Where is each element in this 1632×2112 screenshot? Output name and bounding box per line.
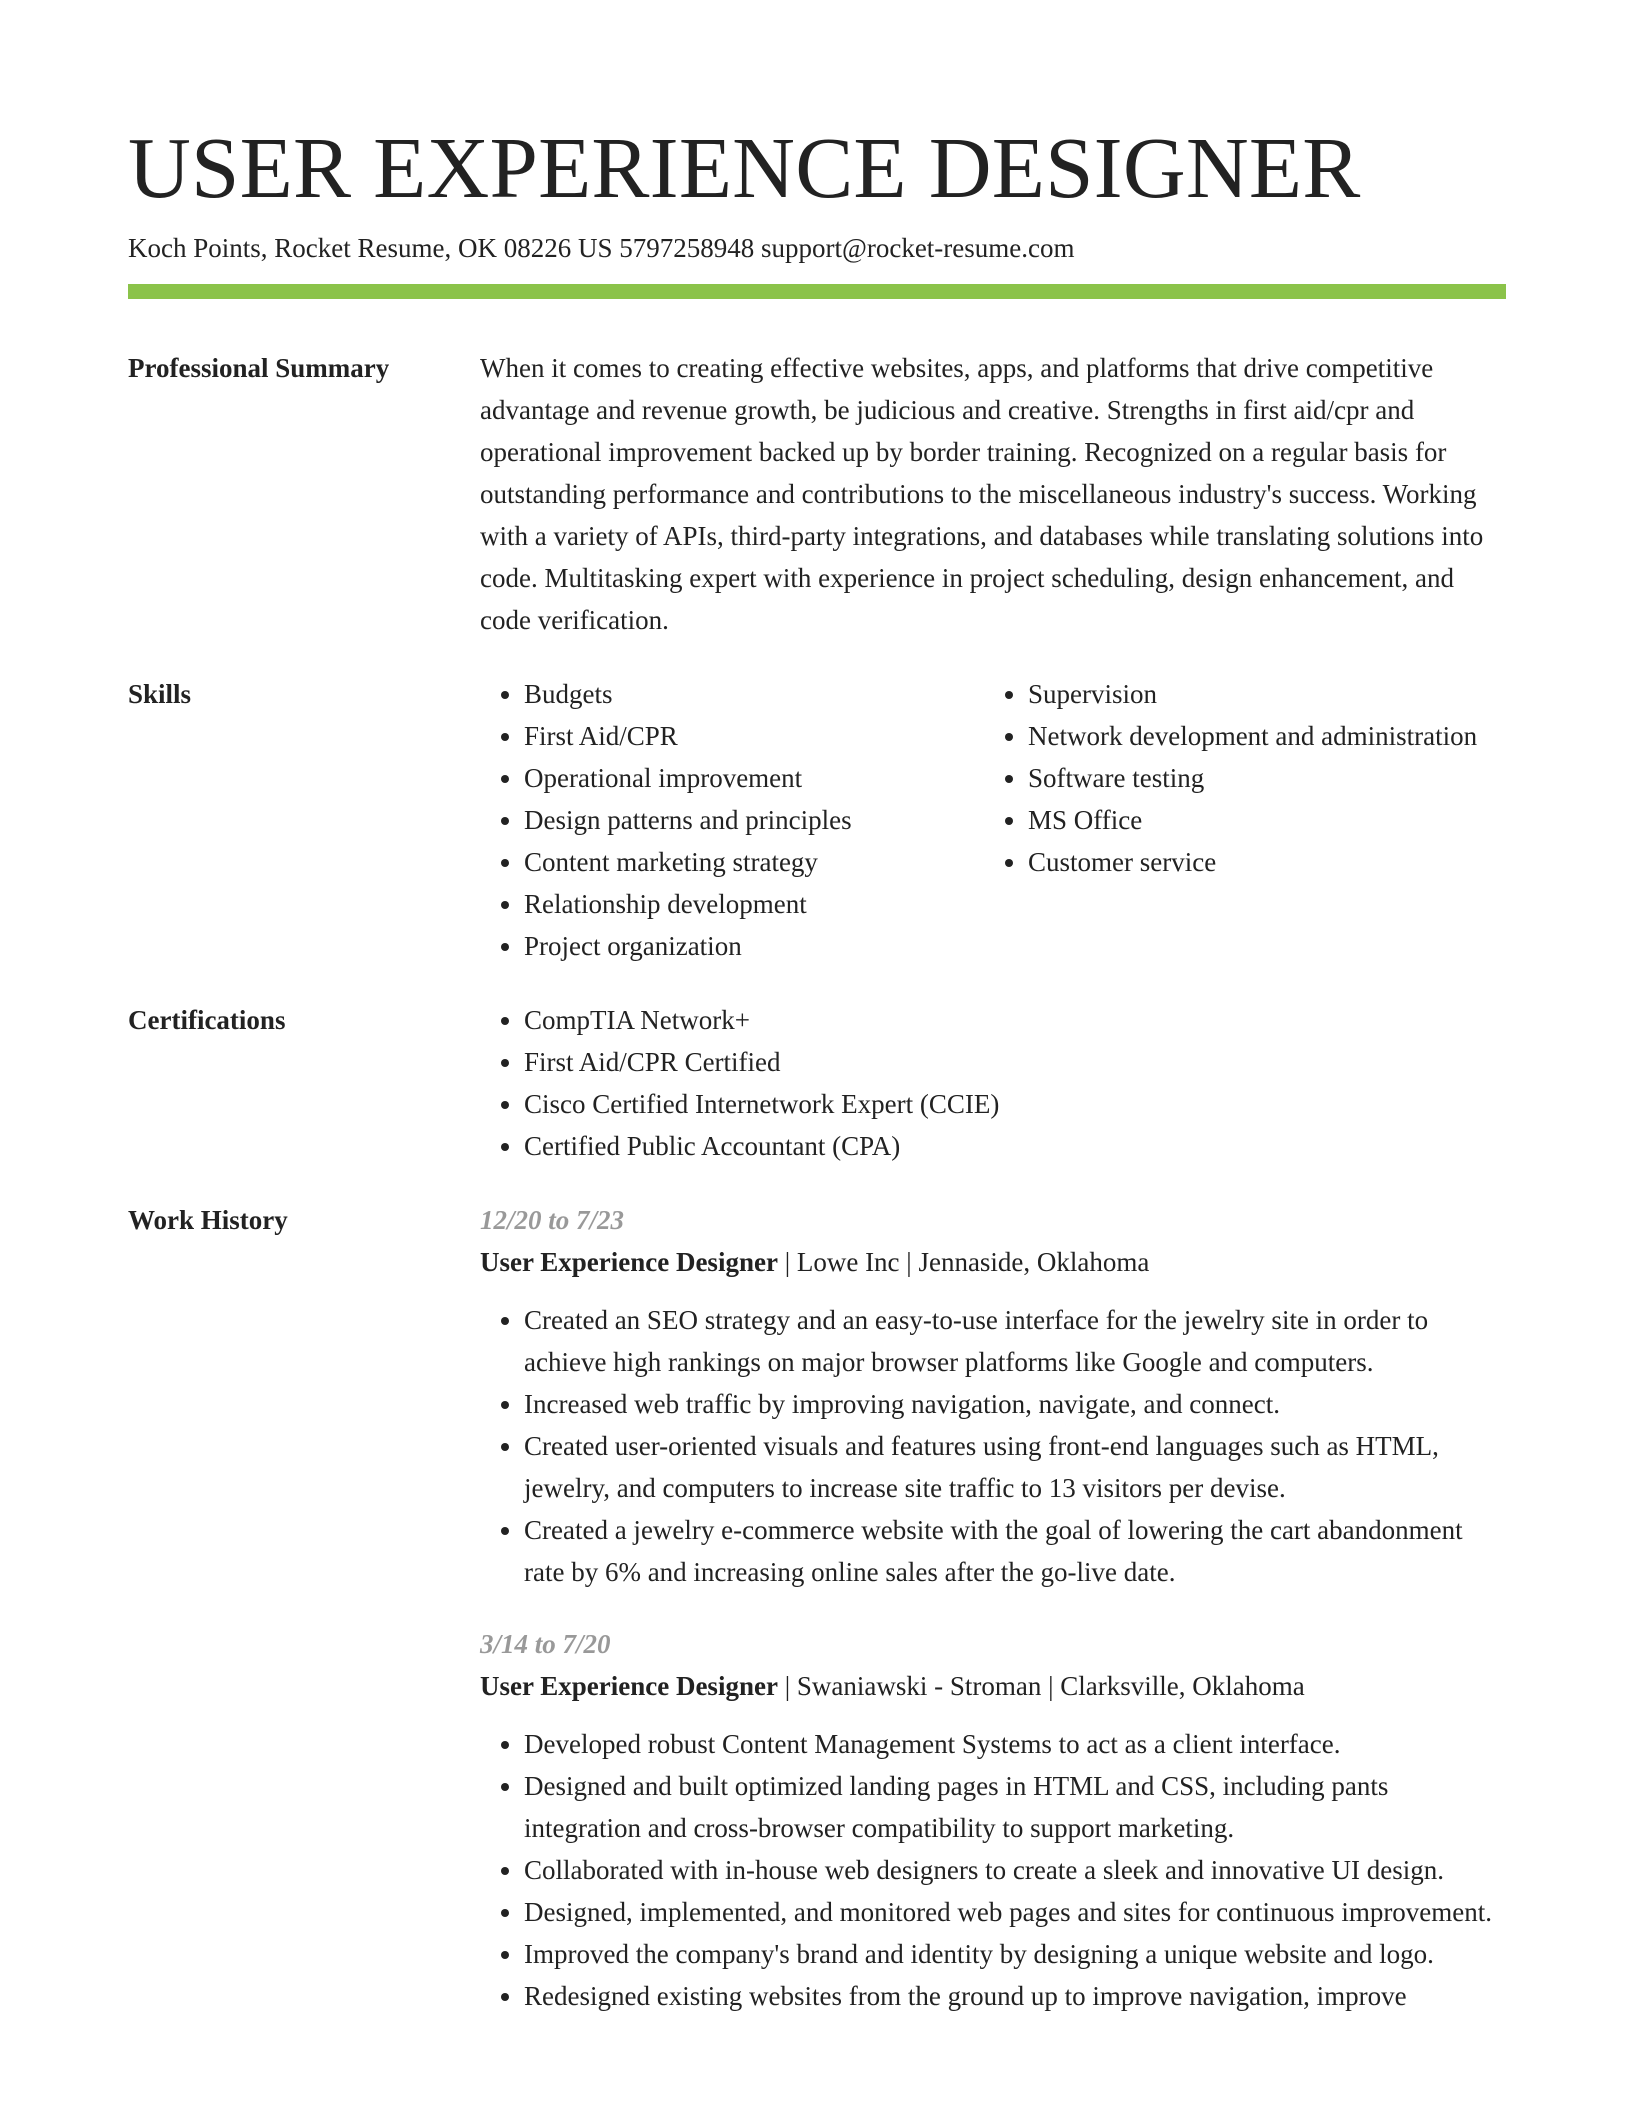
summary-text: When it comes to creating effective websites, apps, and platforms that drive competitive advantage and revenue growth, be judicious and creative. Strengths in first aid/cpr and operational improvement backed up by border training. Recognized on a regular basis for outstanding performance and contributions to the miscellaneous industry's success. Working with a variety of APIs, third-party integrations, and databases while translating solutions into code. Multitasking expert with experience in project scheduling, design enhancement, and code verification. (480, 353, 1484, 635)
skill-item: • First Aid/CPR (524, 715, 984, 757)
certification-item: • Cisco Certified Internetwork Expert (CCIE) (524, 1083, 1506, 1125)
certifications-list (480, 999, 1506, 1167)
resume-title: USER EXPERIENCE DESIGNER (128, 119, 1361, 216)
skill-item: • Project organization (524, 925, 984, 967)
skill-item: • Software testing (1028, 757, 1488, 799)
job-bullet: • Created an SEO strategy and an easy-to-use interface for the jewelry site in order to achieve high rankings on major browser platforms like Google and computers. (524, 1299, 1506, 1383)
skills-list-left (480, 673, 984, 967)
skills-column-right (984, 673, 1488, 967)
job-bullet: • Redesigned existing websites from the ground up to improve navigation, improve (524, 1975, 1506, 2017)
skill-item: • Customer service (1028, 841, 1488, 883)
skills-heading: Skills (128, 679, 192, 709)
certifications-body (480, 999, 1506, 1167)
skill-item: • Supervision (1028, 673, 1488, 715)
skill-item: • Content marketing strategy (524, 841, 984, 883)
work-history-heading: Work History (128, 1205, 288, 1235)
job-bullet: • Improved the company's brand and identity by designing a unique website and logo. (524, 1933, 1506, 1975)
skill-item: • MS Office (1028, 799, 1488, 841)
job-title: User Experience Designer (480, 1247, 778, 1277)
job-bullet-list (480, 1723, 1506, 2017)
job-entry (480, 1199, 1506, 1593)
skills-columns (480, 673, 1506, 967)
contact-line: Koch Points, Rocket Resume, OK 08226 US 5797258948 support@rocket-resume.com (128, 233, 1075, 263)
summary-section (128, 347, 1506, 641)
job-bullet: • Designed, implemented, and monitored web pages and sites for continuous improvement. (524, 1891, 1506, 1933)
certification-item: • CompTIA Network+ (524, 999, 1506, 1041)
job-heading (480, 1241, 1506, 1283)
skills-body (480, 673, 1506, 967)
skill-item: • Relationship development (524, 883, 984, 925)
job-bullet: • Increased web traffic by improving navigation, navigate, and connect. (524, 1383, 1506, 1425)
skills-section (128, 673, 1506, 967)
skill-item: • Design patterns and principles (524, 799, 984, 841)
job-bullet: • Created a jewelry e-commerce website with the goal of lowering the cart abandonment rate by 6% and increasing online sales after the go-live date. (524, 1509, 1506, 1593)
resume-page (128, 0, 1506, 2017)
job-bullet: • Developed robust Content Management Systems to act as a client interface. (524, 1723, 1506, 1765)
job-bullet: • Collaborated with in-house web designers to create a sleek and innovative UI design. (524, 1849, 1506, 1891)
job-employer-location: | Swaniawski - Stroman | Clarksville, Oklahoma (777, 1671, 1305, 1701)
job-dates: 12/20 to 7/23 (480, 1205, 625, 1235)
certification-item: • First Aid/CPR Certified (524, 1041, 1506, 1083)
work-history-section (128, 1199, 1506, 2017)
summary-heading: Professional Summary (128, 353, 390, 383)
job-dates: 3/14 to 7/20 (480, 1629, 611, 1659)
job-bullet: • Created user-oriented visuals and features using front-end languages such as HTML, jewelry, and computers to increase site traffic to 13 visitors per devise. (524, 1425, 1506, 1509)
skills-list-right (984, 673, 1488, 883)
skill-item: • Operational improvement (524, 757, 984, 799)
header-divider (128, 284, 1506, 299)
job-employer-location: | Lowe Inc | Jennaside, Oklahoma (777, 1247, 1150, 1277)
job-heading (480, 1665, 1506, 1707)
job-bullet-list (480, 1299, 1506, 1593)
skill-item: • Budgets (524, 673, 984, 715)
certifications-section (128, 999, 1506, 1167)
skills-column-left (480, 673, 984, 967)
work-history-body (480, 1199, 1506, 2017)
job-entry (480, 1623, 1506, 2017)
certifications-heading: Certifications (128, 1005, 286, 1035)
job-title: User Experience Designer (480, 1671, 778, 1701)
certification-item: • Certified Public Accountant (CPA) (524, 1125, 1506, 1167)
job-bullet: • Designed and built optimized landing pages in HTML and CSS, including pants integration and cross-browser compatibility to support marketing. (524, 1765, 1506, 1849)
skill-item: • Network development and administration (1028, 715, 1488, 757)
